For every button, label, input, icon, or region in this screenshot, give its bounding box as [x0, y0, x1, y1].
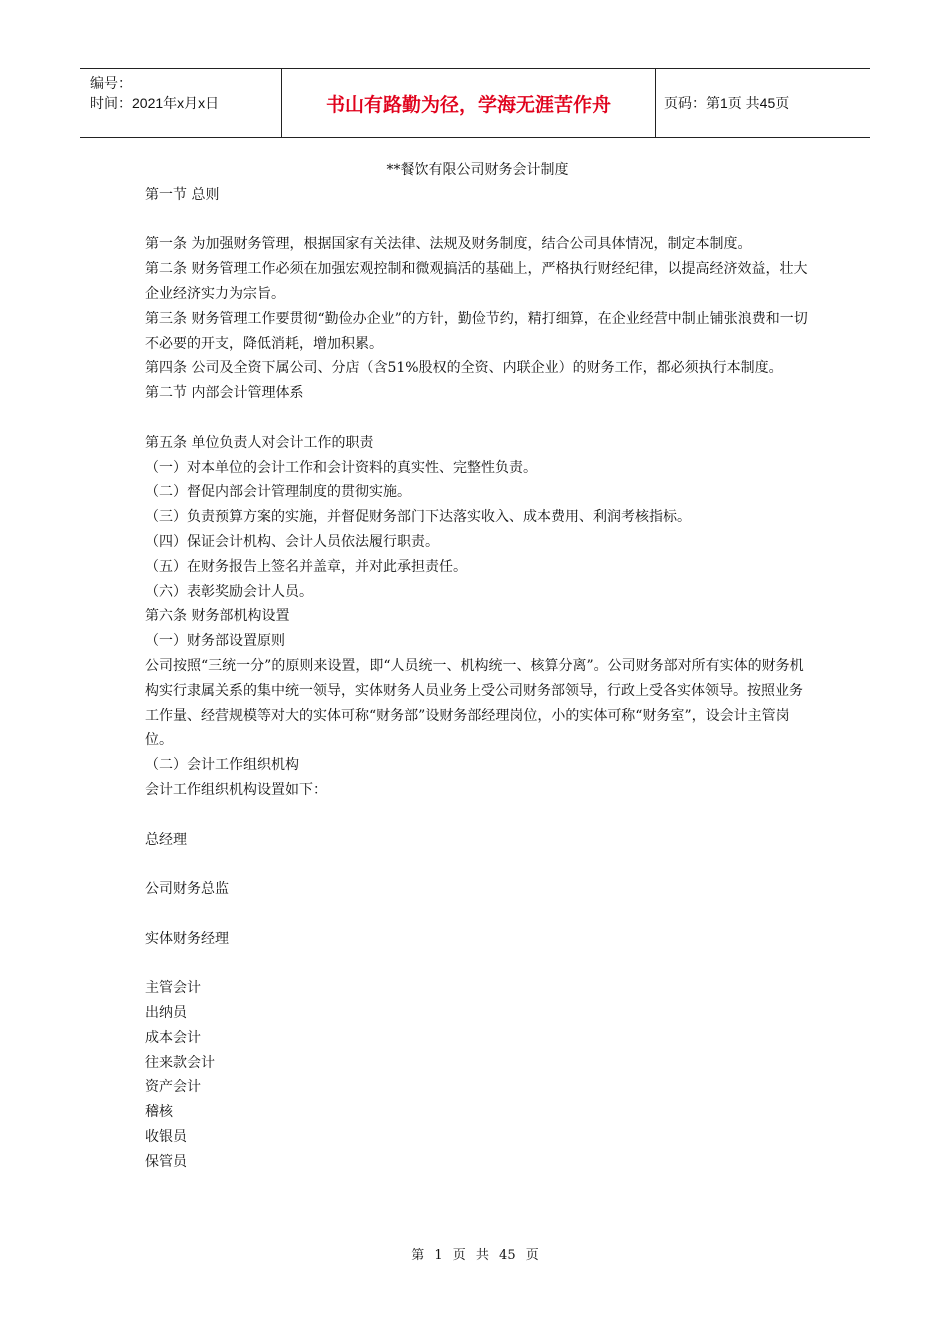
org-staff: 往来款会计 — [145, 1054, 215, 1071]
org-staff: 资产会计 — [145, 1079, 201, 1096]
article-3: 第三条 财务管理工作要贯彻“勤俭办企业”的方针，勤俭节约，精打细算，在企业经营中制止铺张浪费和一切不必要的开支，降低消耗，增加积累。 — [145, 310, 808, 352]
doc-date: 时间：2021年x月x日 — [90, 95, 220, 111]
document-title: **餐饮有限公司财务会计制度 — [386, 162, 569, 178]
spacer — [145, 852, 810, 877]
section-heading: 第一节 总则 — [145, 186, 220, 203]
list-item: （六）表彰奖励会计人员。 — [145, 583, 313, 600]
list-item: （一）对本单位的会计工作和会计资料的真实性、完整性负责。 — [145, 459, 537, 476]
spacer — [145, 803, 810, 828]
document-body — [145, 158, 810, 1175]
org-staff: 成本会计 — [145, 1029, 201, 1046]
section-heading: 第二节 内部会计管理体系 — [145, 385, 304, 402]
spacer — [145, 208, 810, 233]
article-1: 第一条 为加强财务管理，根据国家有关法律、法规及财务制度，结合公司具体情况，制定本制度。 — [145, 236, 752, 253]
spacer — [145, 902, 810, 927]
org-staff: 保管员 — [145, 1153, 187, 1170]
org-staff: 稽核 — [145, 1104, 173, 1121]
org-staff: 收银员 — [145, 1129, 187, 1146]
org-level: 实体财务经理 — [145, 930, 229, 947]
list-item: （四）保证会计机构、会计人员依法履行职责。 — [145, 533, 439, 550]
article-2: 第二条 财务管理工作必须在加强宏观控制和微观搞活的基础上，严格执行财经纪律，以提高经济效益，壮大企业经济实力为宗旨。 — [145, 261, 808, 302]
subheading: （二）会计工作组织机构 — [145, 757, 299, 774]
org-level: 公司财务总监 — [145, 881, 229, 898]
org-staff: 主管会计 — [145, 980, 201, 997]
header-motto: 书山有路勤为径，学海无涯苦作舟 — [282, 69, 656, 137]
page-header — [80, 68, 870, 138]
article-6: 第六条 财务部机构设置 — [145, 608, 290, 625]
page-footer: 第 1 页 共 45 页 — [411, 1248, 539, 1263]
subheading: （一）财务部设置原则 — [145, 633, 285, 650]
org-intro: 会计工作组织机构设置如下： — [145, 781, 327, 798]
spacer — [145, 406, 810, 431]
article-5: 第五条 单位负责人对会计工作的职责 — [145, 434, 374, 451]
list-item: （三）负责预算方案的实施，并督促财务部门下达落实收入、成本费用、利润考核指标。 — [145, 509, 691, 526]
header-info — [80, 69, 282, 137]
list-item: （五）在财务报告上签名并盖章，并对此承担责任。 — [145, 558, 467, 575]
org-level: 总经理 — [145, 831, 187, 848]
article-4: 第四条 公司及全资下属公司、分店（含51%股权的全资、内联企业）的财务工作，都必须执行本制度。 — [145, 360, 783, 377]
paragraph: 公司按照“三统一分”的原则来设置，即“人员统一、机构统一、核算分离”。公司财务部对所有实体的财务机构实行隶属关系的集中统一领导，实体财务人员业务上受公司财务部领导，行政上受各实体领导。按照业务工作量、经营规模等对大的实体可称“财务部”设财务部经理岗位，小的实体可称“财务室”，设会计主管岗位。 — [145, 657, 804, 749]
org-staff: 出纳员 — [145, 1005, 187, 1022]
list-item: （二）督促内部会计管理制度的贯彻实施。 — [145, 484, 411, 501]
spacer — [145, 952, 810, 977]
doc-number-label: 编号： — [90, 75, 132, 91]
header-page-info: 页码：第1页 共45页 — [664, 95, 790, 111]
